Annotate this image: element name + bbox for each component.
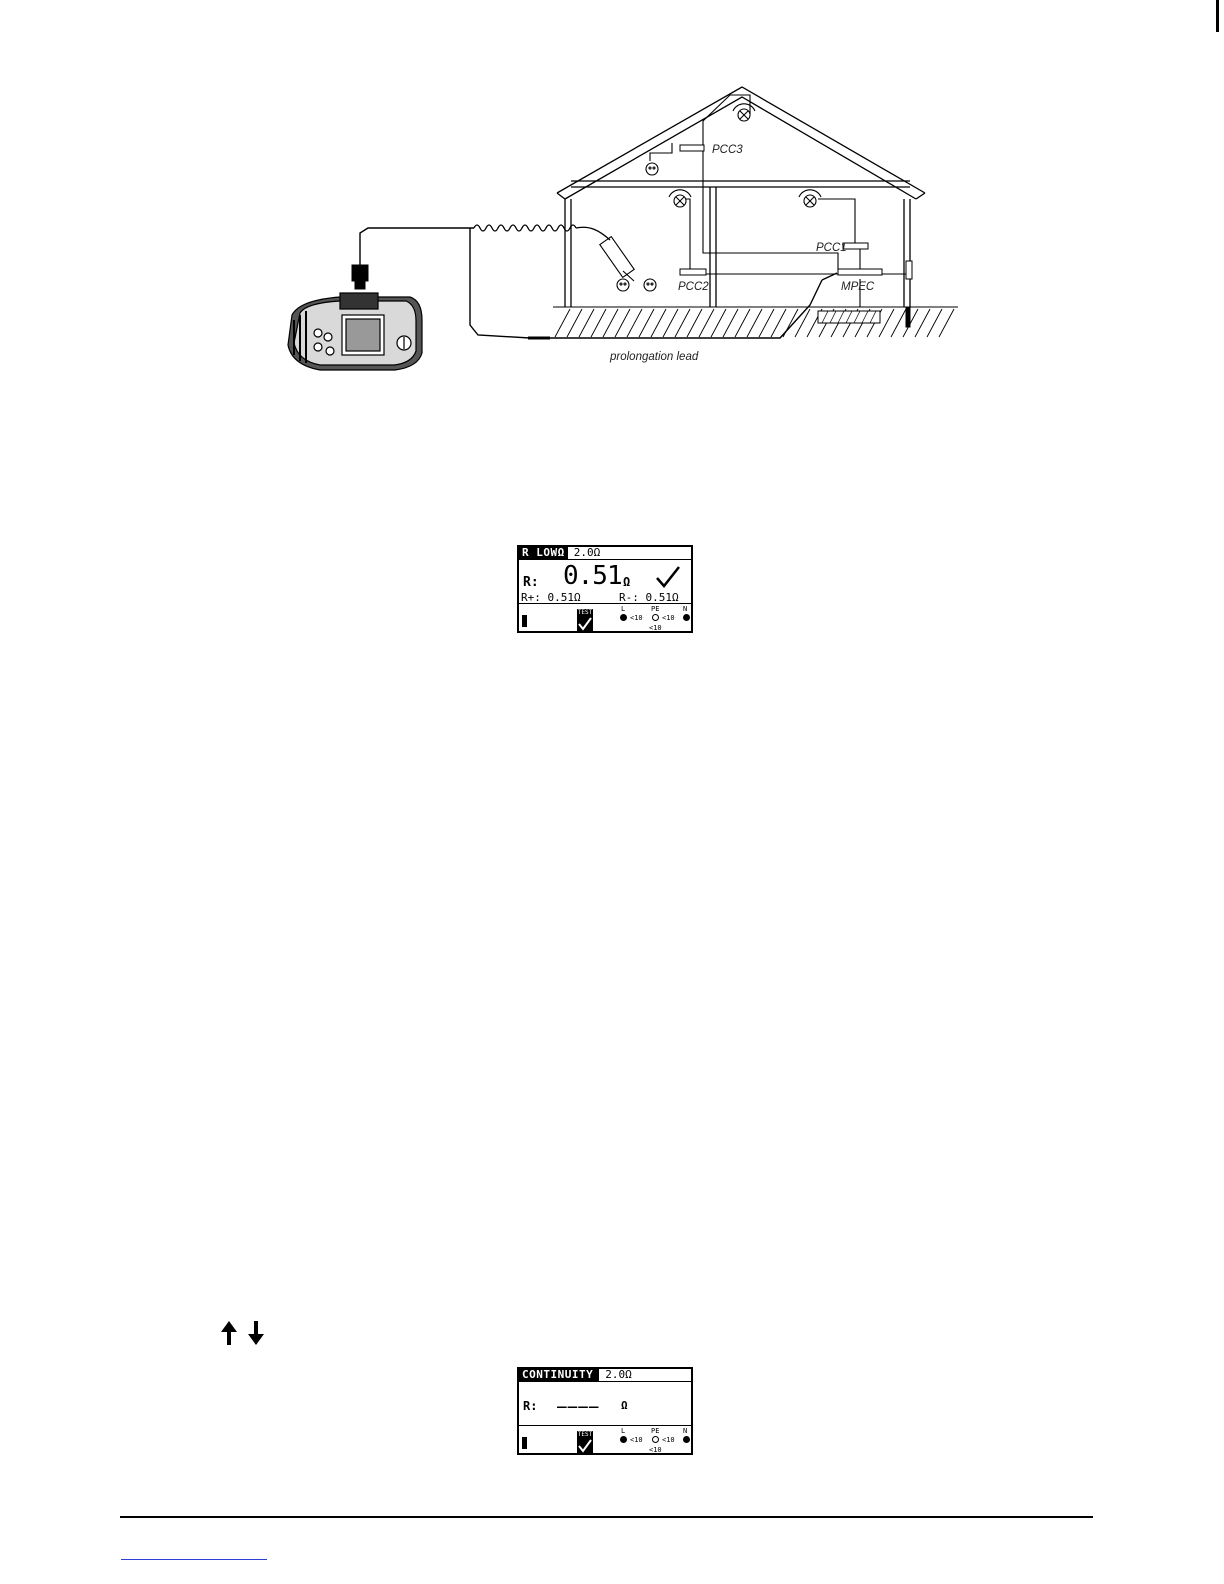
prolongation-lead-label: prolongation lead [610, 351, 699, 363]
terminal-n-label: N [683, 605, 688, 613]
limit-value: 2.0Ω [573, 546, 601, 559]
r-plus-value: R+: 0.51Ω [521, 591, 581, 604]
test-check-icon [577, 616, 593, 631]
pcc3-label: PCC3 [712, 144, 743, 156]
plug-icon [352, 265, 368, 289]
terminal-l-label: L [621, 1427, 626, 1435]
terminal-n-icon [683, 1436, 690, 1443]
terminal-pe-n-value: <10 [662, 1436, 675, 1444]
test-check-icon [577, 1438, 593, 1453]
result-row [523, 1383, 691, 1413]
lcd-screen-r-low [517, 545, 693, 633]
terminal-n-icon [683, 614, 690, 621]
terminal-l-n-value: <10 [649, 1446, 662, 1454]
ground [553, 307, 958, 337]
limit-value: 2.0Ω [605, 1368, 632, 1381]
test-label: TEST [577, 1431, 593, 1438]
test-ok-icon [577, 609, 593, 631]
r-minus-value: R-: 0.51Ω [619, 591, 679, 604]
screen-header [519, 547, 691, 560]
r-unit: Ω [623, 575, 631, 589]
pass-check-icon [655, 565, 681, 589]
lcd-screen-continuity [517, 1367, 693, 1455]
r-value: 0.51 [563, 561, 622, 591]
r-value: ____ [557, 1389, 600, 1408]
pcc2-label: PCC2 [678, 281, 709, 293]
terminal-l-n-value: <10 [649, 624, 662, 632]
terminal-bars [680, 145, 912, 327]
page-edge-mark [1216, 0, 1219, 32]
result-row [523, 561, 691, 591]
function-name: R LOWΩ [519, 547, 568, 559]
screen-header [519, 1369, 691, 1382]
test-leads [360, 228, 837, 338]
terminal-l-pe-value: <10 [630, 1436, 643, 1444]
terminal-pe-icon [652, 614, 659, 621]
r-label: R: [523, 575, 539, 590]
separator [519, 603, 691, 604]
test-label: TEST [577, 609, 593, 616]
footer-link-underline[interactable] [121, 1559, 267, 1560]
coiled-lead [474, 225, 610, 240]
terminal-status [619, 1427, 693, 1455]
terminal-pe-icon [652, 1436, 659, 1443]
pcc1-label: PCC1 [816, 242, 847, 254]
mpec-label: MPEC [841, 281, 875, 293]
function-name: CONTINUITY [519, 1369, 599, 1381]
test-ok-icon [577, 1431, 593, 1453]
terminal-l-icon [620, 614, 627, 621]
arrow-up-icon [221, 1321, 237, 1345]
instrument-icon [288, 293, 422, 370]
terminal-l-label: L [621, 605, 626, 613]
terminal-pe-label: PE [651, 605, 660, 613]
terminal-l-icon [620, 1436, 627, 1443]
separator [519, 1425, 691, 1426]
battery-icon [522, 615, 527, 627]
installation-diagram [270, 75, 970, 390]
battery-icon [522, 1437, 527, 1449]
probe-icon [600, 237, 634, 281]
footer-rule [120, 1516, 1093, 1518]
terminal-status [619, 605, 693, 633]
terminal-l-pe-value: <10 [630, 614, 643, 622]
r-unit: Ω [621, 1399, 628, 1412]
arrow-down-icon [248, 1321, 264, 1345]
terminal-pe-label: PE [651, 1427, 660, 1435]
r-label: R: [523, 1399, 538, 1413]
terminal-pe-n-value: <10 [662, 614, 675, 622]
terminal-n-label: N [683, 1427, 688, 1435]
